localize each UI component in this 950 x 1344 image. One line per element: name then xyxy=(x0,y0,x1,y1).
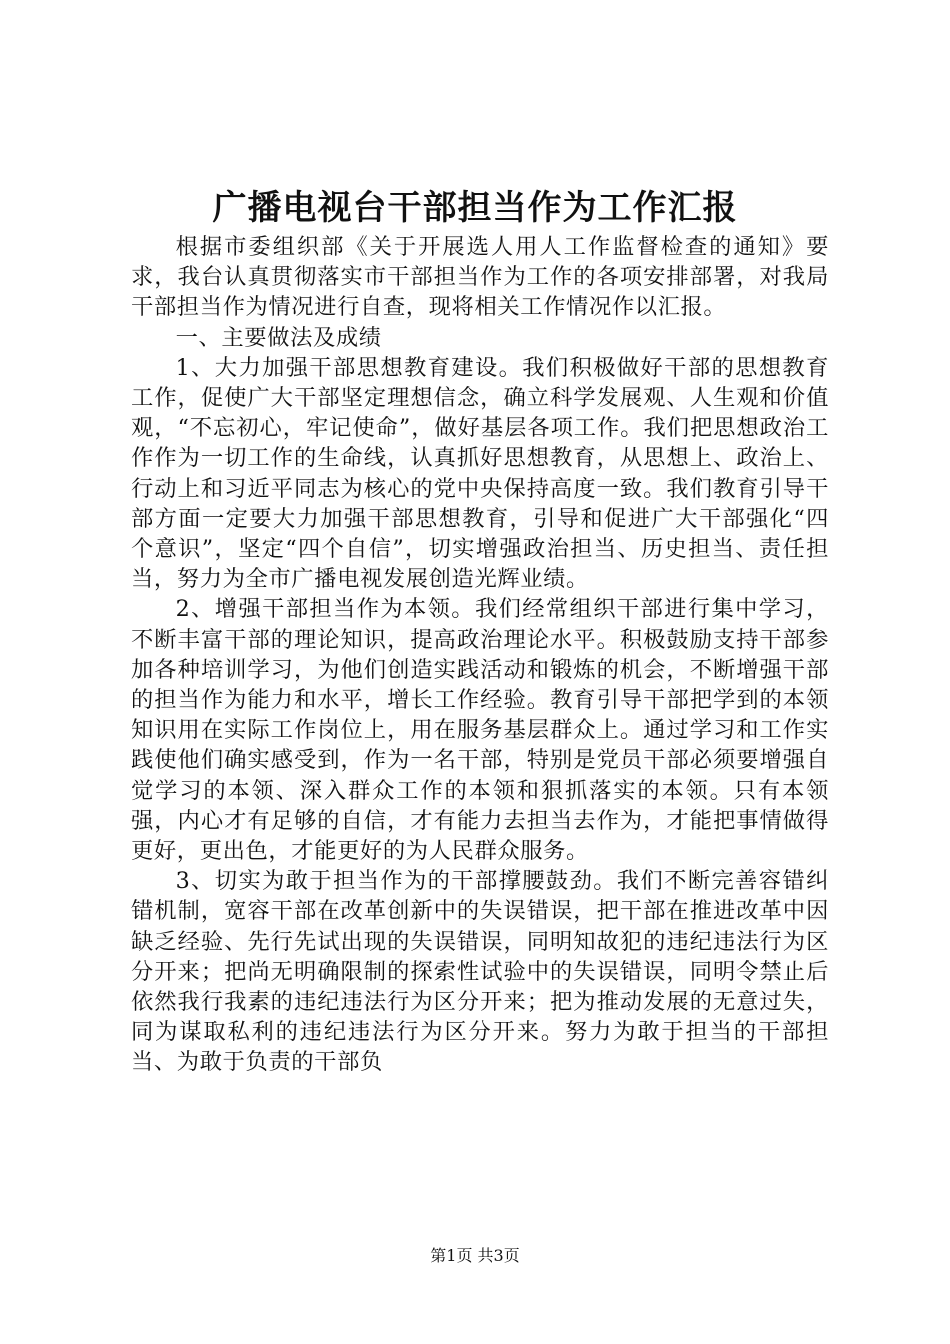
paragraph-intro: 根据市委组织部《关于开展选人用人工作监督检查的通知》要求，我台认真贯彻落实市干部担当作为工作的各项安排部署，对我局干部担当作为情况进行自查，现将相关工作情况作以汇报。 xyxy=(131,234,829,321)
section-heading: 一、主要做法及成绩 xyxy=(175,324,382,351)
paragraph-item-1: 1、大力加强干部思想教育建设。我们积极做好干部的思想教育工作，促使广大干部坚定理想信念，确立科学发展观、人生观和价值观，“不忘初心，牢记使命”，做好基层各项工作。我们把思想政治工作作为一切工作的生命线，认真抓好思想教育，从思想上、政治上、行动上和习近平同志为核心的党中央保持高度一致。我们教育引导干部方面一定要大力加强干部思想教育，引导和促进广大干部强化“四个意识”，坚定“四个自信”，切实增强政治担当、历史担当、责任担当，努力为全市广播电视发展创造光辉业绩。 xyxy=(131,354,829,593)
page-footer: 第1页 共3页 xyxy=(430,1246,520,1265)
document-title: 广播电视台干部担当作为工作汇报 xyxy=(212,188,738,228)
paragraph-item-3: 3、切实为敢于担当作为的干部撑腰鼓劲。我们不断完善容错纠错机制，宽容干部在改革创新中的失误错误，把干部在推进改革中因缺乏经验、先行先试出现的失误错误，同明知故犯的违纪违法行为区分开来；把尚无明确限制的探索性试验中的失误错误，同明令禁止后依然我行我素的违纪违法行为区分开来；把为推动发展的无意过失，同为谋取私利的违纪违法行为区分开来。努力为敢于担当的干部担当、为敢于负责的干部负 xyxy=(131,868,829,1076)
document-body xyxy=(131,232,829,1078)
paragraph-item-2: 2、增强干部担当作为本领。我们经常组织干部进行集中学习，不断丰富干部的理论知识，提高政治理论水平。积极鼓励支持干部参加各种培训学习，为他们创造实践活动和锻炼的机会，不断增强干部的担当作为能力和水平，增长工作经验。教育引导干部把学到的本领知识用在实际工作岗位上，用在服务基层群众上。通过学习和工作实践使他们确实感受到，作为一名干部，特别是党员干部必须要增强自觉学习的本领、深入群众工作的本领和狠抓落实的本领。只有本领强，内心才有足够的自信，才有能力去担当去作为，才能把事情做得更好，更出色，才能更好的为人民群众服务。 xyxy=(131,596,829,865)
